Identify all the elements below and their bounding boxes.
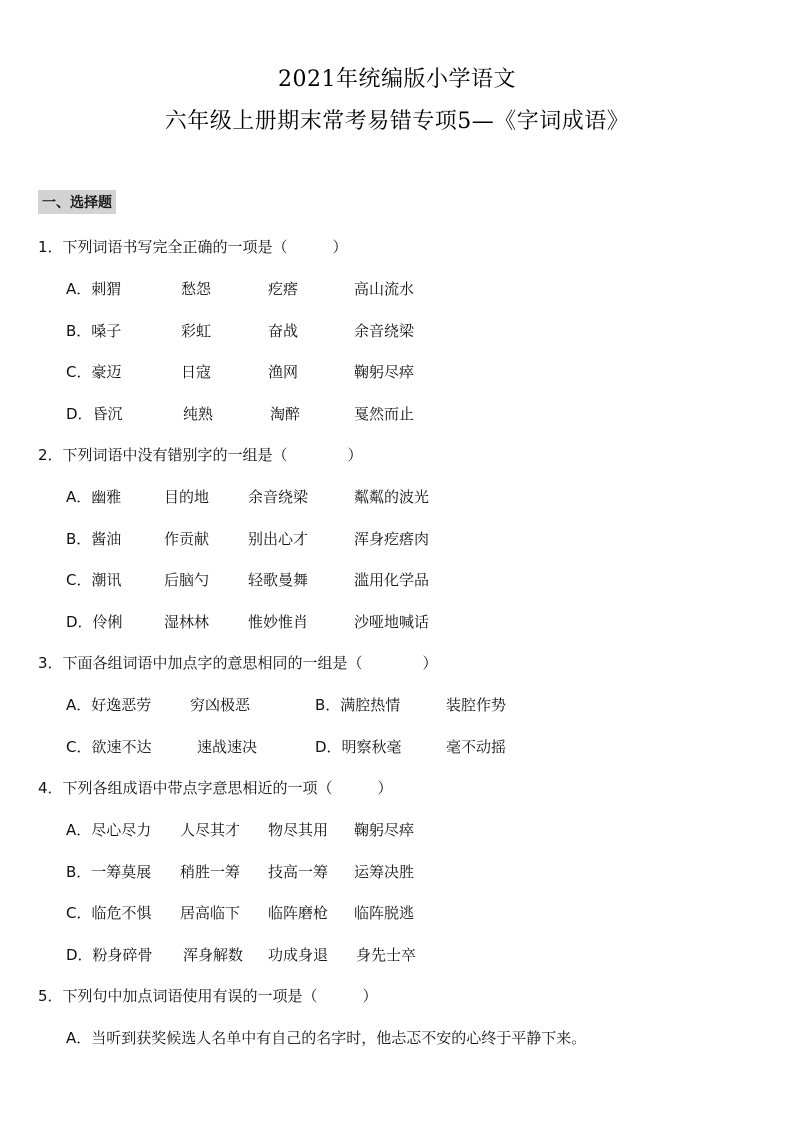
option-word: B．酱油 — [66, 530, 122, 548]
option-word: 鞠躬尽瘁 — [354, 821, 415, 839]
option-word: B．满腔热情 — [315, 696, 401, 714]
option-word: 戛然而止 — [354, 405, 415, 423]
option-word: A．尽心尽力 — [66, 821, 152, 839]
option-word: 身先士卒 — [356, 946, 417, 964]
option-word: 作贡献 — [164, 530, 210, 548]
option-word: 物尽其用 — [268, 821, 329, 839]
option-word: 临阵磨枪 — [268, 904, 329, 922]
option-word: 居高临下 — [180, 904, 241, 922]
question-3-stem: 3．下面各组词语中加点字的意思相同的一组是（ ） — [38, 654, 438, 672]
option-word: 毫不动摇 — [446, 738, 507, 756]
question-2-stem: 2．下列词语中没有错别字的一组是（ ） — [38, 446, 363, 464]
option-word: B．一筹莫展 — [66, 863, 152, 881]
option-word: C．豪迈 — [66, 363, 122, 381]
option-word: C．临危不惧 — [66, 904, 152, 922]
option-word: 浑身疙瘩肉 — [354, 530, 430, 548]
option-word: 高山流水 — [354, 280, 415, 298]
question-1-stem: 1．下列词语书写完全正确的一项是（ ） — [38, 238, 348, 256]
option-word: 运筹决胜 — [354, 863, 415, 881]
option-word: A．好逸恶劳 — [66, 696, 152, 714]
option-word: 愁怨 — [181, 280, 212, 298]
option-word: 粼粼的波光 — [354, 488, 430, 506]
option-word: 滥用化学品 — [354, 571, 430, 589]
option-word: 惟妙惟肖 — [248, 613, 309, 631]
option-word: 余音绕梁 — [248, 488, 309, 506]
option-word: 目的地 — [164, 488, 210, 506]
option-word: 湿林林 — [164, 613, 210, 631]
option-word: 装腔作势 — [446, 696, 507, 714]
option-word: 疙瘩 — [268, 280, 299, 298]
option-word: 鞠躬尽瘁 — [354, 363, 415, 381]
option-word: 渔网 — [268, 363, 299, 381]
option-word: 技高一筹 — [268, 863, 329, 881]
option-word: C．潮讯 — [66, 571, 122, 589]
option-word: 稍胜一筹 — [180, 863, 241, 881]
option-word: 淘醉 — [270, 405, 301, 423]
option-word: D．粉身碎骨 — [66, 946, 153, 964]
option-word: 临阵脱逃 — [354, 904, 415, 922]
option-word: 奋战 — [268, 322, 299, 340]
section-heading: 一、选择题 — [38, 190, 116, 214]
option-word: 彩虹 — [181, 322, 212, 340]
option-word: D．伶俐 — [66, 613, 123, 631]
option-word: 日寇 — [181, 363, 212, 381]
option-word: 人尽其才 — [180, 821, 241, 839]
page-title: 2021年统编版小学语文 — [278, 67, 516, 92]
option-word: 沙哑地喊话 — [354, 613, 430, 631]
option-word: 浑身解数 — [183, 946, 244, 964]
option-word: 后脑勺 — [164, 571, 210, 589]
option-word: 穷凶极恶 — [190, 696, 251, 714]
option-word: 速战速决 — [197, 738, 258, 756]
option-word: B．嗓子 — [66, 322, 122, 340]
option-word: C．欲速不达 — [66, 738, 152, 756]
option-word: A．刺猬 — [66, 280, 122, 298]
option-word: D．昏沉 — [66, 405, 123, 423]
option-word: A．幽雅 — [66, 488, 122, 506]
option-word: D．明察秋毫 — [315, 738, 402, 756]
question-5-stem: 5．下列句中加点词语使用有误的一项是（ ） — [38, 987, 378, 1005]
page-subtitle: 六年级上册期末常考易错专项5—《字词成语》 — [164, 109, 630, 134]
option-word: 纯熟 — [183, 405, 214, 423]
option-word: 功成身退 — [268, 946, 329, 964]
option-word: 别出心才 — [248, 530, 309, 548]
question-4-stem: 4．下列各组成语中带点字意思相近的一项（ ） — [38, 779, 393, 797]
option-word: 余音绕梁 — [354, 322, 415, 340]
option-word: 轻歌曼舞 — [248, 571, 309, 589]
question-5-option-a: A．当听到获奖候选人名单中有自己的名字时，他忐忑不安的心终于平静下来。 — [66, 1029, 587, 1047]
